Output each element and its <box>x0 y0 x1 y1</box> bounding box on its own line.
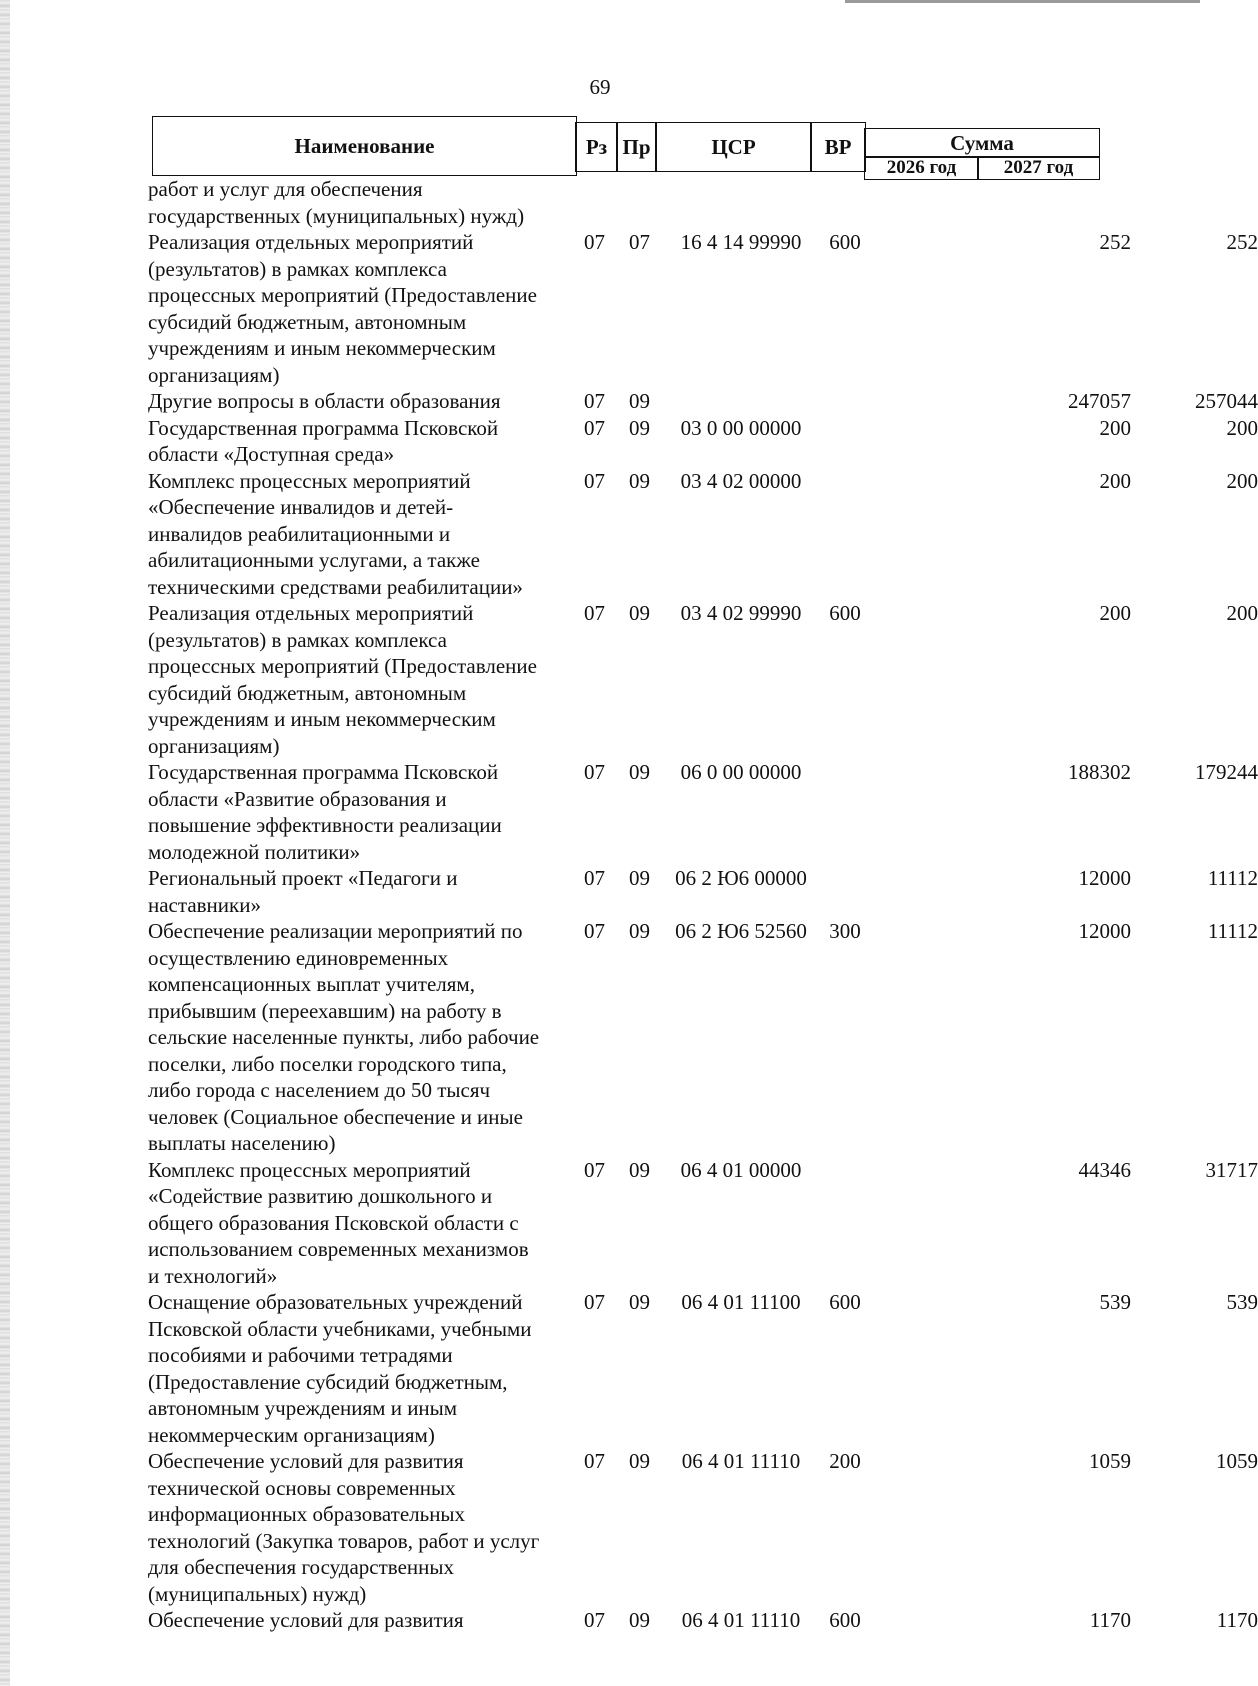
row-sum-2027: 179244 <box>1195 760 1258 784</box>
row-rz: 07 <box>584 1608 605 1632</box>
row-pr: 09 <box>629 1157 650 1182</box>
row-csr: 06 0 00 00000 <box>680 760 802 784</box>
row-pr: 09 <box>629 760 650 784</box>
row-sum-2026: 247057 <box>1068 389 1131 413</box>
table-header <box>152 116 1118 182</box>
row-sum-2027: 11112 <box>1207 866 1258 890</box>
row-sum-2027: 257044 <box>1195 389 1258 413</box>
row-sum-2026: 539 <box>1099 1290 1131 1314</box>
row-sum-2026: 1059 <box>1089 1449 1131 1473</box>
row-rz: 07 <box>584 468 605 493</box>
row-rz: 07 <box>584 1157 605 1182</box>
table-row <box>148 1289 1258 1448</box>
row-rz: 07 <box>584 866 605 890</box>
row-sum-2027: 200 <box>1226 601 1258 625</box>
row-pr: 09 <box>629 601 650 625</box>
row-sum-2027: 200 <box>1226 468 1258 493</box>
row-sum-2026: 188302 <box>1068 760 1131 784</box>
table-row <box>148 468 1258 601</box>
header-vr: ВР <box>810 122 866 172</box>
row-rz: 07 <box>584 389 605 413</box>
row-pr: 09 <box>629 919 650 943</box>
row-name: работ и услуг для обеспечения государственных (муниципальных) нужд) <box>148 177 525 228</box>
row-sum-2027: 200 <box>1226 415 1258 440</box>
row-rz: 07 <box>584 601 605 625</box>
row-sum-2027: 1059 <box>1216 1449 1258 1473</box>
table-row <box>148 918 1258 1157</box>
header-sum: Сумма <box>864 128 1100 158</box>
row-name: Комплекс процессных мероприятий «Обеспечение инвалидов и детей- инвалидов реабилитационными и абилитационными услугами, а также техническими средствами реабилитации» <box>148 468 523 599</box>
row-sum-2026: 12000 <box>1078 919 1131 943</box>
row-rz: 07 <box>584 919 605 943</box>
row-pr: 07 <box>629 230 650 254</box>
table-body <box>148 176 1258 1634</box>
row-csr: 06 2 Ю6 00000 <box>675 866 807 890</box>
row-sum-2026: 200 <box>1099 415 1131 440</box>
row-csr: 06 4 01 11110 <box>681 1608 801 1632</box>
row-csr: 06 4 01 11110 <box>681 1449 801 1473</box>
row-name: Комплекс процессных мероприятий «Содействие развитию дошкольного и общего образования Псковской области с использованием современных механизмов и технологий» <box>148 1157 529 1288</box>
row-vr: 600 <box>829 1608 861 1632</box>
row-sum-2026: 44346 <box>1078 1157 1131 1182</box>
row-pr: 09 <box>629 866 650 890</box>
page-number: 69 <box>589 75 611 99</box>
row-csr: 16 4 14 99990 <box>680 230 802 254</box>
table-row <box>148 1607 1258 1634</box>
row-sum-2027: 1170 <box>1216 1608 1258 1632</box>
row-pr: 09 <box>629 468 650 493</box>
row-sum-2027: 11112 <box>1207 919 1258 943</box>
row-vr: 600 <box>829 230 861 254</box>
header-name: Наименование <box>152 116 577 176</box>
row-vr: 300 <box>829 919 861 943</box>
table-row <box>148 759 1258 865</box>
row-sum-2026: 12000 <box>1078 866 1131 890</box>
table-row <box>148 600 1258 759</box>
row-name: Реализация отдельных мероприятий (результатов) в рамках комплекса процессных мероприятий (Предоставление субсидий бюджетным, автономным учреждениям и иным некоммерческим организациям) <box>148 230 537 387</box>
row-sum-2026: 1170 <box>1089 1608 1131 1632</box>
table-row <box>148 229 1258 388</box>
row-name: Обеспечение реализации мероприятий по осуществлению единовременных компенсационных выплат учителям, прибывшим (переехавшим) на работу в сельские населенные пункты, либо рабочие поселки, либо поселки городского типа, либо города с населением до 50 тысяч человек (Социальное обеспечение и иные выплаты населению) <box>148 919 540 1155</box>
row-rz: 07 <box>584 415 605 440</box>
row-csr: 03 4 02 99990 <box>680 601 802 625</box>
row-name: Другие вопросы в области образования <box>148 389 501 413</box>
table-row <box>148 1157 1258 1290</box>
row-sum-2027: 539 <box>1226 1290 1258 1314</box>
table-row <box>148 865 1258 918</box>
header-pr: Пр <box>616 122 657 172</box>
row-name: Обеспечение условий для развития <box>148 1608 464 1632</box>
row-pr: 09 <box>629 389 650 413</box>
row-pr: 09 <box>629 1449 650 1473</box>
row-sum-2027: 252 <box>1226 230 1258 254</box>
row-csr: 06 4 01 11100 <box>681 1290 801 1314</box>
table-row <box>148 388 1258 415</box>
row-name: Реализация отдельных мероприятий (результатов) в рамках комплекса процессных мероприятий (Предоставление субсидий бюджетным, автономным учреждениям и иным некоммерческим организациям) <box>148 601 537 758</box>
header-year-2026: 2026 год <box>864 156 979 180</box>
row-rz: 07 <box>584 230 605 254</box>
header-year-2027: 2027 год <box>977 156 1100 180</box>
row-vr: 200 <box>829 1449 861 1473</box>
row-csr: 03 4 02 00000 <box>680 468 802 493</box>
row-name: Государственная программа Псковской области «Развитие образования и повышение эффективности реализации молодежной политики» <box>148 760 502 864</box>
row-csr: 06 2 Ю6 52560 <box>675 919 807 943</box>
row-name: Государственная программа Псковской области «Доступная среда» <box>148 415 499 466</box>
row-sum-2026: 200 <box>1099 601 1131 625</box>
scan-edge <box>845 0 1200 3</box>
row-sum-2026: 200 <box>1099 468 1131 493</box>
table-row <box>148 176 1118 229</box>
row-name: Обеспечение условий для развития технической основы современных информационных образовательных технологий (Закупка товаров, работ и услуг для обеспечения государственных (муниципальных) нужд) <box>148 1449 540 1606</box>
header-csr: ЦСР <box>655 122 812 172</box>
row-name: Оснащение образовательных учреждений Псковской области учебниками, учебными пособиями и рабочими тетрадями (Предоставление субсидий бюджетным, автономным учреждениям и иным некоммерческим организациям) <box>148 1290 532 1447</box>
row-rz: 07 <box>584 1449 605 1473</box>
row-sum-2026: 252 <box>1099 230 1131 254</box>
row-csr: 03 0 00 00000 <box>680 415 802 440</box>
row-vr: 600 <box>829 601 861 625</box>
row-pr: 09 <box>629 1608 650 1632</box>
scan-edge <box>0 0 10 1686</box>
header-rz: Рз <box>575 122 618 172</box>
row-csr: 06 4 01 00000 <box>680 1157 802 1182</box>
row-rz: 07 <box>584 1290 605 1314</box>
row-pr: 09 <box>629 1290 650 1314</box>
row-rz: 07 <box>584 760 605 784</box>
row-vr: 600 <box>829 1290 861 1314</box>
row-pr: 09 <box>629 415 650 440</box>
table-row <box>148 1448 1258 1607</box>
row-sum-2027: 31717 <box>1205 1157 1258 1182</box>
row-name: Региональный проект «Педагоги и наставники» <box>148 866 458 917</box>
table-row <box>148 415 1258 468</box>
